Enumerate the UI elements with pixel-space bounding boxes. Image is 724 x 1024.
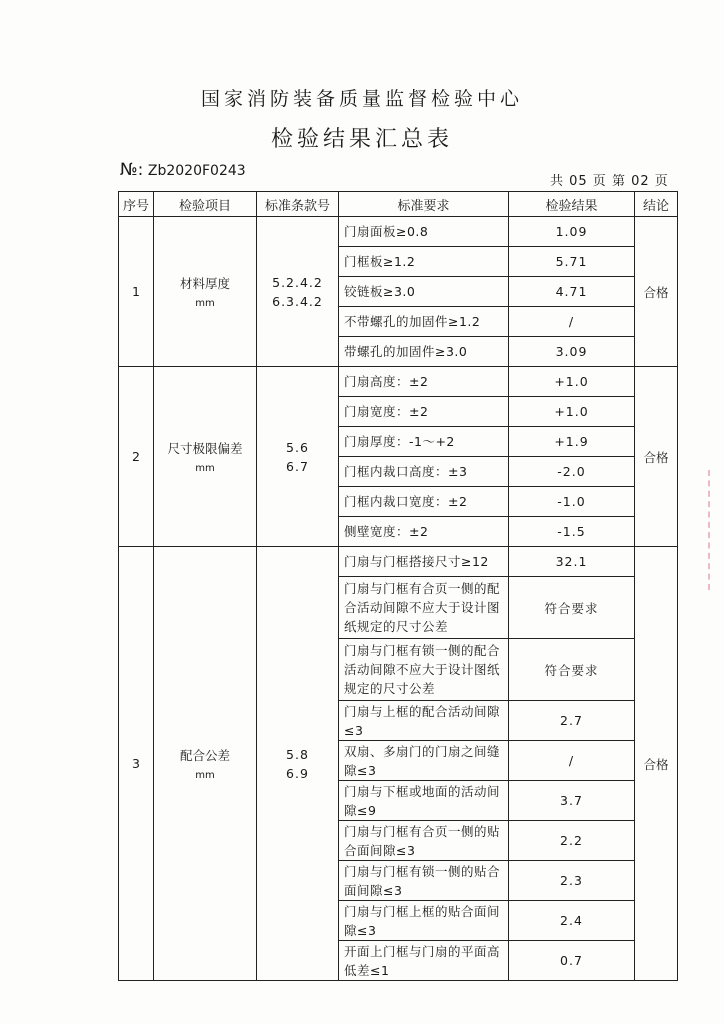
clause-number: 5.2.4.2 [272,274,323,290]
standard-requirement: 门扇与门框有锁一侧的配合活动间隙不应大于设计图纸规定的尺寸公差 [339,639,509,701]
item-unit: mm [195,770,215,781]
doc-title: 检验结果汇总表 [270,127,453,152]
inspection-result: +1.9 [509,427,635,457]
inspection-result: 1.09 [509,217,635,247]
standard-requirement: 门扇宽度：±2 [339,397,509,427]
standard-requirement: 双扇、多扇门的门扇之间缝隙≤3 [339,741,509,781]
item-unit: mm [195,463,215,474]
results-table [118,191,678,981]
item-number: 2 [119,367,154,547]
clause-number: 6.3.4.2 [272,293,323,309]
item-name: 配合公差 [179,748,230,763]
inspection-result: 3.7 [509,781,635,821]
table-row [119,367,678,397]
standard-requirement: 开面上门框与门扇的平面高低差≤1 [339,941,509,981]
item-name: 尺寸极限偏差 [167,441,243,456]
conclusion: 合格 [635,547,678,981]
table-header-row [119,192,678,217]
col-header: 序号 [119,192,154,217]
standard-requirement: 门扇与下框或地面的活动间隙≤9 [339,781,509,821]
standard-requirement: 门扇高度：±2 [339,367,509,397]
standard-requirement: 门扇与门框有锁一侧的贴合面间隙≤3 [339,861,509,901]
inspection-result: +1.0 [509,397,635,427]
inspection-result: 5.71 [509,247,635,277]
inspection-result: 32.1 [509,547,635,577]
standard-requirement: 门框内裁口宽度：±2 [339,487,509,517]
inspection-item [154,367,257,547]
seal-fragment [708,470,724,590]
inspection-item [154,217,257,367]
standard-requirement: 带螺孔的加固件≥3.0 [339,337,509,367]
inspection-result: / [509,741,635,781]
inspection-result: +1.0 [509,367,635,397]
item-name: 材料厚度 [179,276,230,291]
docno-label: №: [120,160,144,180]
inspection-result: 2.7 [509,701,635,741]
inspection-result: 2.2 [509,821,635,861]
standard-requirement: 门扇与门框有合页一侧的贴合面间隙≤3 [339,821,509,861]
inspection-item [154,547,257,981]
standard-clauses [257,547,339,981]
standard-requirement: 门扇厚度：-1～+2 [339,427,509,457]
org-name: 国家消防装备质量监督检验中心 [200,88,523,110]
standard-requirement: 门扇与门框上框的贴合面间隙≤3 [339,901,509,941]
standard-clauses [257,217,339,367]
inspection-result: 4.71 [509,277,635,307]
standard-requirement: 侧壁宽度：±2 [339,517,509,547]
inspection-result: 符合要求 [509,639,635,701]
standard-requirement: 不带螺孔的加固件≥1.2 [339,307,509,337]
standard-requirement: 铰链板≥3.0 [339,277,509,307]
col-header: 标准要求 [339,192,509,217]
item-unit: mm [195,298,215,309]
table-row [119,217,678,247]
inspection-result: / [509,307,635,337]
inspection-result: 0.7 [509,941,635,981]
clause-number: 5.8 [286,746,309,762]
col-header: 标准条款号 [257,192,339,217]
document-number [120,160,246,180]
inspection-result: 2.3 [509,861,635,901]
item-number: 1 [119,217,154,367]
col-header: 结论 [635,192,678,217]
inspection-result: 3.09 [509,337,635,367]
col-header: 检验结果 [509,192,635,217]
conclusion: 合格 [635,367,678,547]
standard-clauses [257,367,339,547]
table-row [119,547,678,577]
conclusion: 合格 [635,217,678,367]
page-info: 共 05 页 第 02 页 [550,174,669,189]
inspection-result: 2.4 [509,901,635,941]
standard-requirement: 门扇面板≥0.8 [339,217,509,247]
clause-number: 6.9 [286,765,309,781]
item-number: 3 [119,547,154,981]
clause-number: 6.7 [286,458,309,474]
inspection-result: -1.0 [509,487,635,517]
standard-requirement: 门扇与门框搭接尺寸≥12 [339,547,509,577]
inspection-result: -1.5 [509,517,635,547]
clause-number: 5.6 [286,439,309,455]
standard-requirement: 门扇与上框的配合活动间隙≤3 [339,701,509,741]
inspection-result: -2.0 [509,457,635,487]
standard-requirement: 门框板≥1.2 [339,247,509,277]
standard-requirement: 门框内裁口高度：±3 [339,457,509,487]
docno-value: Zb2020F0243 [147,163,246,179]
inspection-result: 符合要求 [509,577,635,639]
col-header: 检验项目 [154,192,257,217]
standard-requirement: 门扇与门框有合页一侧的配合活动间隙不应大于设计图纸规定的尺寸公差 [339,577,509,639]
